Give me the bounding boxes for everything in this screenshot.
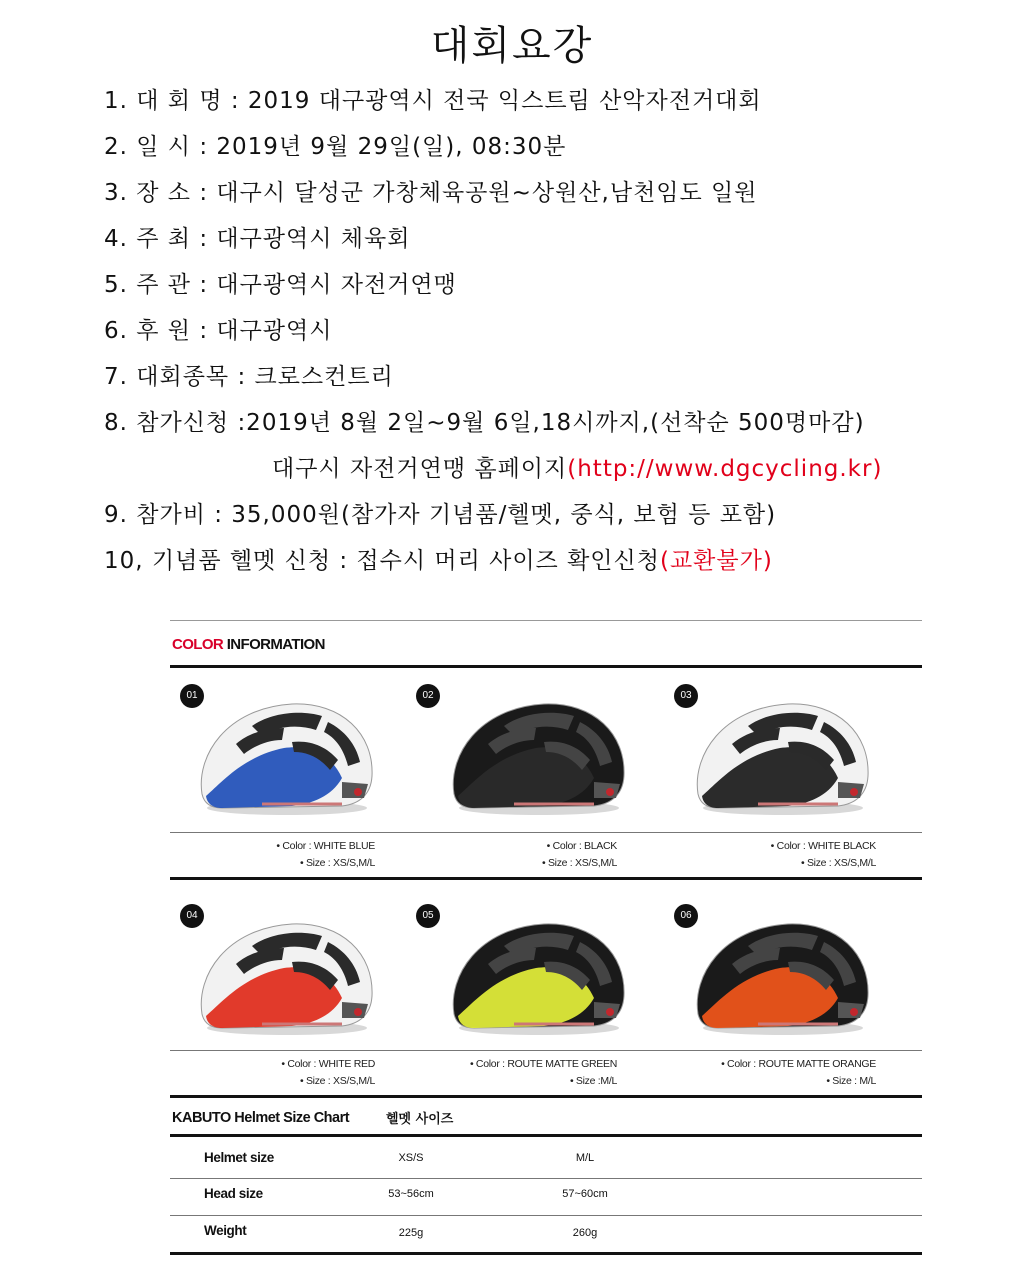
helmet-spec: • Color : ROUTE MATTE ORANGE • Size : M/L [721, 1058, 876, 1087]
helmet-image-white-blue [192, 686, 382, 821]
helmet-number-badge: 02 [416, 684, 440, 708]
row2-bottom-rule [170, 1095, 922, 1098]
helmet-image-matte-orange [688, 906, 878, 1041]
helmet-info-sheet [170, 618, 922, 1258]
info-line-organizer: 5. 주 관 : 대구광역시 자전거연맹 [104, 272, 457, 298]
info-line-name: 1. 대 회 명 : 2019 대구광역시 전국 익스트림 산악자전거대회 [104, 88, 762, 114]
size-chart-title: KABUTO Helmet Size Chart [172, 1110, 350, 1126]
info-line-fee: 9. 참가비 : 35,000원(참가자 기념품/헬멧, 중식, 보험 등 포함) [104, 502, 777, 528]
helmet-image-black [444, 686, 634, 821]
info-line-registration: 8. 참가신청 :2019년 8월 2일~9월 6일,18시까지,(선착순 500명마감) [104, 410, 865, 436]
page-title: 대회요강 [430, 23, 594, 69]
helmet-number-badge: 04 [180, 904, 204, 928]
helmet-image-matte-green [444, 906, 634, 1041]
size-chart-header-rule [170, 1134, 922, 1137]
info-line-sponsor: 6. 후 원 : 대구광역시 [104, 318, 333, 344]
size-row-rule [170, 1178, 922, 1179]
helmet-number-badge: 01 [180, 684, 204, 708]
homepage-label: 대구시 자전거연맹 홈페이지 [272, 456, 568, 482]
homepage-link[interactable]: (http://www.dgcycling.kr) [567, 456, 883, 482]
row2-rule [170, 1050, 922, 1051]
info-line-date: 2. 일 시 : 2019년 9월 29일(일), 08:30분 [104, 134, 567, 160]
color-header-rule [170, 665, 922, 668]
size-value: 225g [398, 1227, 424, 1239]
size-row-label: Helmet size [204, 1150, 274, 1165]
size-chart-bottom-rule [170, 1252, 922, 1255]
size-row-rule [170, 1215, 922, 1216]
size-chart-subtitle: 헬멧 사이즈 [386, 1112, 454, 1127]
helmet-spec: • Color : ROUTE MATTE GREEN • Size :M/L [469, 1058, 617, 1087]
info-line-host: 4. 주 최 : 대구광역시 체육회 [104, 226, 411, 252]
size-value: M/L [575, 1152, 595, 1164]
size-row-label: Weight [204, 1223, 247, 1238]
helmet-image-white-red [192, 906, 382, 1041]
souvenir-label: 10, 기념품 헬멧 신청 : 접수시 머리 사이즈 확인신청 [104, 548, 660, 574]
helmet-number-badge: 06 [674, 904, 698, 928]
helmet-spec: • Color : WHITE BLACK • Size : XS/S,M/L [770, 840, 876, 869]
info-line-event: 7. 대회종목 : 크로스컨트리 [104, 364, 394, 390]
color-information-heading: COLOR INFORMATION [172, 636, 325, 653]
sheet-top-rule [170, 620, 922, 621]
info-line-place: 3. 장 소 : 대구시 달성군 가창체육공원~상원산,남천임도 일원 [104, 180, 758, 206]
row1-bottom-rule [170, 877, 922, 880]
size-value: 53~56cm [388, 1188, 434, 1200]
no-exchange-note: (교환불가) [659, 548, 773, 574]
info-line-homepage [272, 450, 882, 483]
helmet-spec: • Color : WHITE BLUE • Size : XS/S,M/L [276, 840, 375, 869]
size-value: 260g [572, 1227, 598, 1239]
helmet-spec: • Color : BLACK • Size : XS/S,M/L [541, 840, 617, 869]
size-row-label: Head size [204, 1186, 263, 1201]
helmet-image-white-black [688, 686, 878, 821]
size-value: 57~60cm [562, 1188, 608, 1200]
helmet-number-badge: 03 [674, 684, 698, 708]
size-value: XS/S [398, 1152, 424, 1164]
helmet-number-badge: 05 [416, 904, 440, 928]
info-line-souvenir [104, 542, 773, 575]
helmet-spec: • Color : WHITE RED • Size : XS/S,M/L [281, 1058, 375, 1087]
row1-rule [170, 832, 922, 833]
